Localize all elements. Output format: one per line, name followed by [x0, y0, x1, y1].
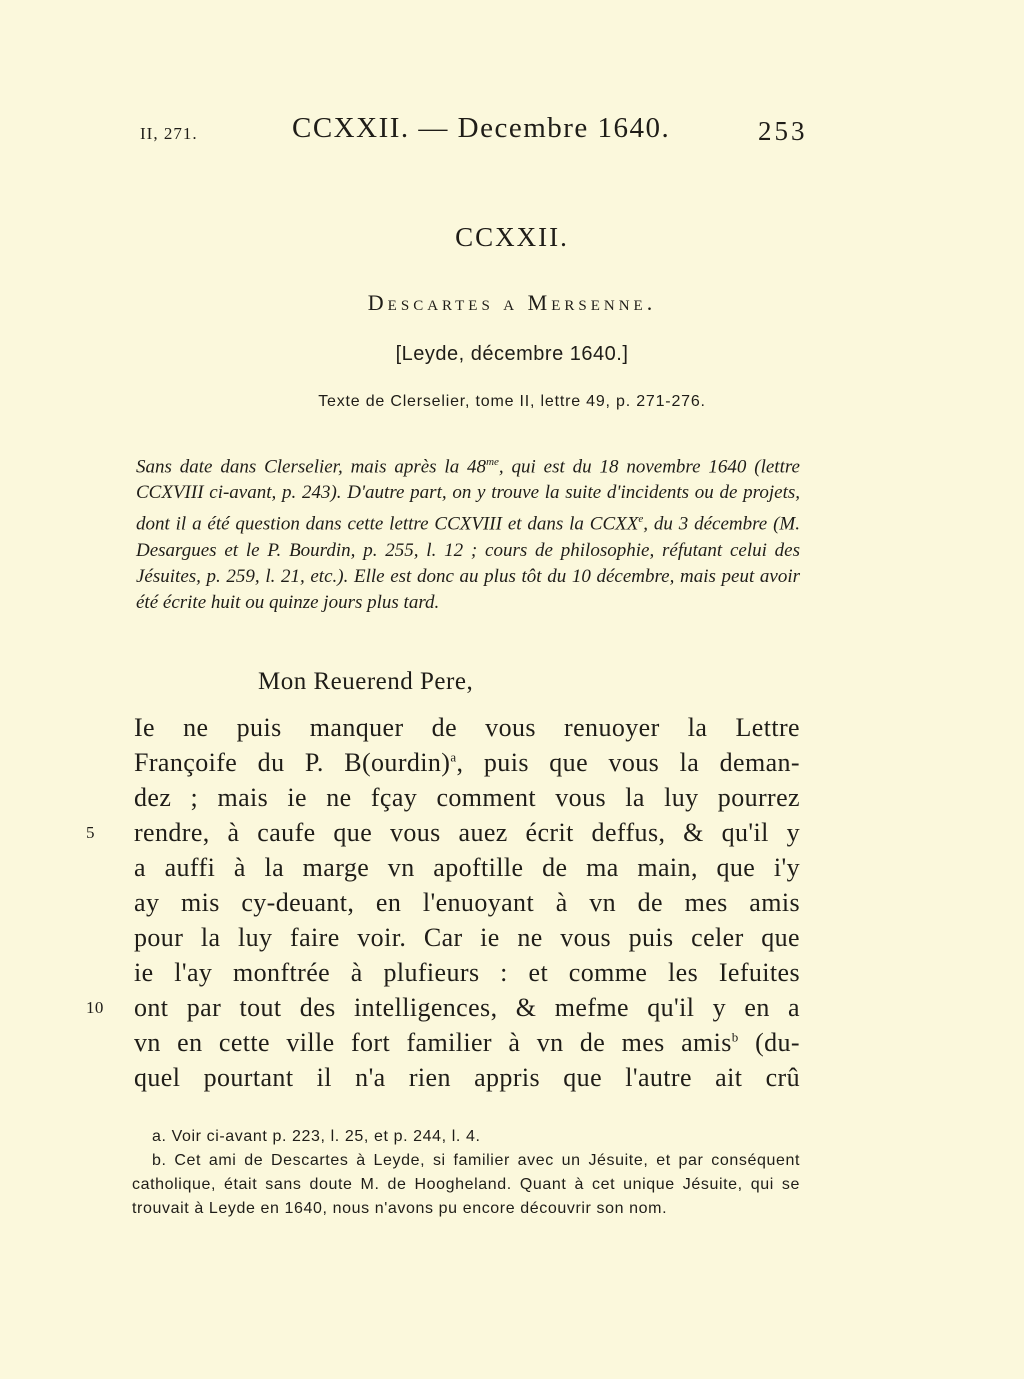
line-number: 5 — [86, 823, 95, 842]
body-line — [134, 850, 800, 885]
running-title: CCXXII. — Decembre 1640. — [292, 112, 671, 144]
page-number: 253 — [758, 116, 808, 146]
footnotes — [132, 1125, 800, 1221]
footnote-marker-b: b — [731, 1029, 739, 1045]
editorial-text-3: , du 3 décembre (M. Desargues et le P. Bourdin, p. 255, l. 12 ; cours de philosophie, réfutant celui des Jésuites, p. 259, l. 21, etc.). Elle est donc au plus tôt du 10 décembre, mais peut avoir été écrite huit ou quinze jours plus tard. — [136, 513, 800, 613]
editorial-superscript-1: me — [486, 456, 499, 468]
line-number: 10 — [86, 998, 104, 1017]
body-line — [86, 990, 800, 1025]
footnote-a: a. Voir ci-avant p. 223, l. 25, et p. 244, l. 4. — [152, 1128, 481, 1145]
body-line — [134, 710, 800, 745]
body-line-text: dez ; mais ie ne fçay comment vous la luy pourrez — [134, 783, 800, 812]
body-line-text: Ie ne puis manquer de vous renuoyer la Lettre — [134, 713, 800, 742]
body-line-text: ie l'ay monftrée à plufieurs : et comme les Iefuites — [134, 958, 800, 987]
running-head — [0, 112, 1024, 152]
body-line — [134, 1025, 800, 1060]
salutation: Mon Reuerend Pere, — [258, 668, 474, 695]
body-line-text: rendre, à caufe que vous auez écrit deffus, & qu'il y — [134, 818, 800, 847]
body-line-text: ay mis cy-deuant, en l'enuoyant à vn de mes amis — [134, 888, 800, 917]
body-line — [134, 745, 800, 780]
body-line — [134, 1060, 800, 1095]
body-line — [134, 920, 800, 955]
body-line-text: quel pourtant il n'a rien appris que l'autre ait crû — [134, 1063, 800, 1092]
body-line-text: a auffi à la marge vn apoftille de ma main, que i'y — [134, 853, 800, 882]
body-line-text: , puis que vous la deman- — [456, 748, 800, 777]
footnote-b: b. Cet ami de Descartes à Leyde, si familier avec un Jésuite, et par conséquent catholique, était sans doute M. de Hoogheland. Quant à cet unique Jésuite, qui se trouvait à Leyde en 1640, nous n'avons pu encore découvrir son nom. — [132, 1152, 800, 1217]
letter-place-date: [Leyde, décembre 1640.] — [395, 343, 629, 365]
body-line-text: ont par tout des intelligences, & mefme qu'il y en a — [134, 993, 800, 1022]
letter-number: CCXXII. — [455, 222, 569, 252]
source-reference: II, 271. — [140, 124, 198, 143]
editorial-text-2: , qui est du 18 novembre 1640 (lettre CCXVIII ci-avant, p. 243). D'autre part, on y trouve la suite d'incidents ou de projets, dont il a été question dans cette lettre CCXVIII et dans la CCXX — [136, 456, 800, 535]
body-line-text: vn en cette ville fort familier à vn de mes amis — [134, 1028, 732, 1057]
body-line-text: (du- — [738, 1028, 800, 1057]
editorial-note — [136, 449, 800, 616]
footnote-marker-a: a — [450, 749, 457, 765]
letter-body — [86, 710, 800, 1095]
body-line — [134, 780, 800, 815]
body-line-text: Françoife du P. B(ourdin) — [134, 748, 451, 777]
body-line-text: pour la luy faire voir. Car ie ne vous puis celer que — [134, 923, 800, 952]
letter-title: Descartes a Mersenne. — [367, 290, 657, 315]
body-line — [134, 885, 800, 920]
body-line — [134, 955, 800, 990]
editorial-text-1: Sans date dans Clerselier, mais après la 48 — [136, 456, 487, 478]
body-line — [86, 815, 800, 850]
source-line: Texte de Clerselier, tome II, lettre 49, p. 271-276. — [318, 393, 706, 410]
editorial-superscript-2: e — [638, 513, 644, 526]
